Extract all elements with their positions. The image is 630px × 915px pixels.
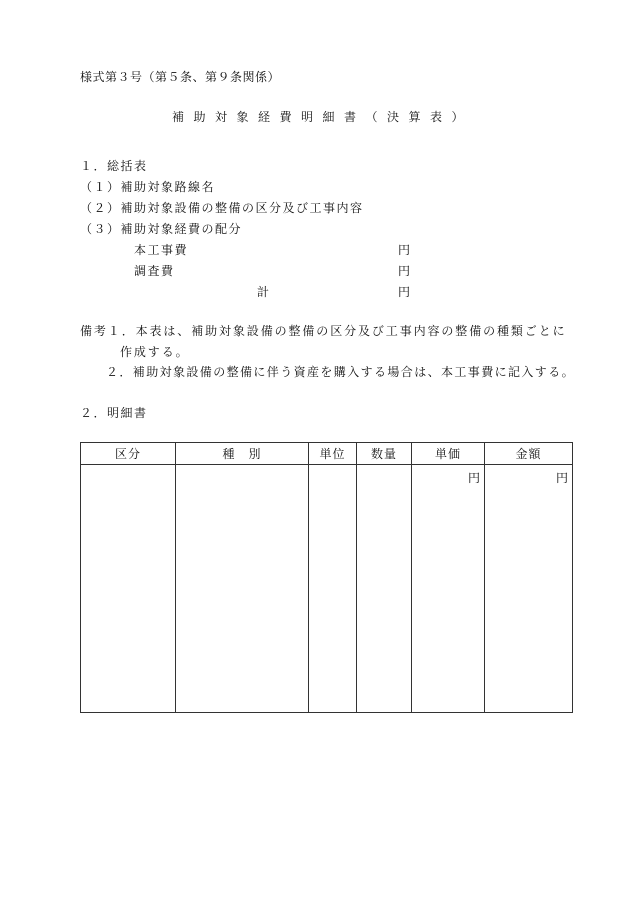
quantity-cell [357,465,412,713]
cost-allocation-item: （３）補助対象経費の配分 [80,222,243,236]
construction-cost-unit: 円 [398,243,411,257]
column-header-amount: 金額 [485,443,573,465]
category-cell [81,465,176,713]
total-label: 計 [257,285,271,299]
column-header-unit: 単位 [309,443,357,465]
type-cell [176,465,309,713]
column-header-category: 区分 [81,443,176,465]
unit-price-cell: 円 [412,465,485,713]
table-row [81,465,573,713]
section1-heading: １．総括表 [80,159,148,173]
survey-cost-unit: 円 [398,264,411,278]
column-header-type: 種 別 [176,443,309,465]
unit-cell [309,465,357,713]
total-unit: 円 [398,285,411,299]
column-header-unit-price: 単価 [412,443,485,465]
form-number: 様式第３号（第５条、第９条関係） [80,70,281,84]
document-title: 補助対象経費明細書（決算表） [172,110,474,124]
detail-table [80,442,573,713]
note-2: ２．補助対象設備の整備に伴う資産を購入する場合は、本工事費に記入する。 [106,365,576,379]
column-header-quantity: 数量 [357,443,412,465]
construction-cost-label: 本工事費 [134,243,189,257]
table-header-row [81,443,573,465]
survey-cost-label: 調査費 [134,264,175,278]
route-name-item: （１）補助対象路線名 [80,180,216,194]
section2-heading: ２．明細書 [80,406,148,420]
amount-cell: 円 [485,465,573,713]
note-1: 備考１．本表は、補助対象設備の整備の区分及び工事内容の整備の種類ごとに [80,324,567,338]
facility-category-item: （２）補助対象設備の整備の区分及び工事内容 [80,201,364,215]
note-1-continuation: 作成する。 [120,345,190,359]
